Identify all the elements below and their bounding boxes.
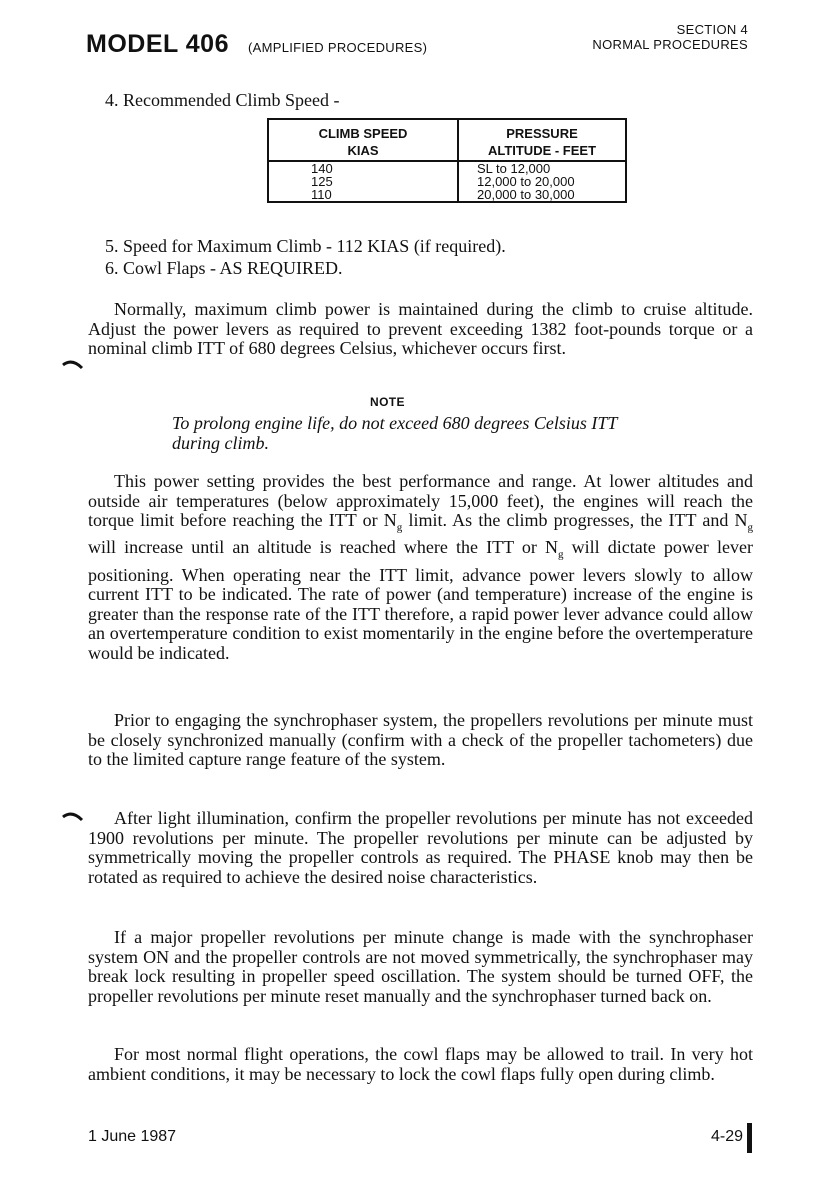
paragraph-synchrophaser-engage: Prior to engaging the synchrophaser system, the propellers revolutions per minute must be closely synchronized manually (confirm with a check of the propeller tachometers) due to the limited capture range feature of the system.	[88, 710, 753, 770]
table-cell-speed: 110	[268, 188, 458, 202]
footer-date: 1 June 1987	[88, 1128, 177, 1145]
paragraph-cowl-flaps: For most normal flight operations, the cowl flaps may be allowed to trail. In very hot ambient conditions, it may be necessary to lock the cowl flaps fully open during climb.	[88, 1044, 753, 1084]
section-number: SECTION 4	[676, 22, 748, 37]
note-body: To prolong engine life, do not exceed 680 degrees Celsius ITT during climb.	[172, 413, 618, 453]
table-row	[268, 161, 626, 175]
model-title: MODEL 406	[86, 30, 229, 58]
table-cell-speed: 125	[268, 175, 458, 188]
section-title: NORMAL PROCEDURES	[592, 37, 748, 52]
step-4: 4. Recommended Climb Speed -	[105, 90, 340, 110]
paragraph-power-setting: This power setting provides the best performance and range. At lower altitudes and outside air temperatures (below approximately 15,000 feet), the engines will reach the torque limit before reaching the ITT or $N_g$ limit. As the climb progresses, the ITT and $N_g$ will increase until an altitude is reached where the ITT or $N_g$ will dictate power lever positioning. When operating near the ITT limit, advance power levers slowly to allow current ITT to be indicated. The rate of power (and temperature) increase of the engine is greater than the response rate of the ITT therefore, a rapid power lever advance could allow an overtemperature condition to exist momentarily in the engine before the overtemperature would be indicated.	[88, 471, 753, 663]
procedures-subtitle: (AMPLIFIED PROCEDURES)	[248, 40, 428, 55]
paragraph-climb-power: Normally, maximum climb power is maintained during the climb to cruise altitude. Adjust the power levers as required to prevent exceeding 1382 foot-pounds torque or a nominal climb ITT of 680 degrees Celsius, whichever occurs first.	[88, 299, 753, 359]
paragraph-light-illumination: After light illumination, confirm the propeller revolutions per minute has not exceeded 1900 revolutions per minute. The propeller revolutions per minute can be adjusted by symmetrically moving the propeller controls as required. The PHASE knob may then be rotated as required to achieve the desired noise characteristics.	[88, 808, 753, 887]
step-5: 5. Speed for Maximum Climb - 112 KIAS (if required).	[105, 236, 506, 256]
section-header	[592, 22, 748, 52]
page-number: 4-29	[710, 1128, 743, 1145]
subscript-g: g	[558, 548, 564, 561]
change-bar-icon	[62, 810, 84, 824]
page-edge-bar	[747, 1123, 752, 1153]
paragraph-rpm-change: If a major propeller revolutions per minute change is made with the synchrophaser system ON and the propeller controls are not moved symmetrically, the synchrophaser may break lock resulting in propeller speed oscillation. The system should be turned OFF, the propeller revolutions per minute reset manually and the synchrophaser turned back on.	[88, 927, 753, 1006]
step-6: 6. Cowl Flaps - AS REQUIRED.	[105, 258, 343, 278]
table-cell-speed: 140	[268, 161, 458, 175]
table-header-row	[268, 119, 626, 161]
table-row	[268, 188, 626, 202]
table-cell-altitude: 20,000 to 30,000	[458, 188, 626, 202]
climb-speed-table	[267, 118, 627, 203]
note-title: NOTE	[370, 395, 405, 409]
change-bar-icon	[62, 356, 84, 370]
header-climb-speed: CLIMB SPEED KIAS	[268, 119, 458, 161]
table-cell-altitude: SL to 12,000	[458, 161, 626, 175]
table-cell-altitude: 12,000 to 20,000	[458, 175, 626, 188]
subscript-g: g	[747, 521, 753, 534]
header-pressure-altitude: PRESSURE ALTITUDE - FEET	[458, 119, 626, 161]
subscript-g: g	[396, 521, 403, 534]
